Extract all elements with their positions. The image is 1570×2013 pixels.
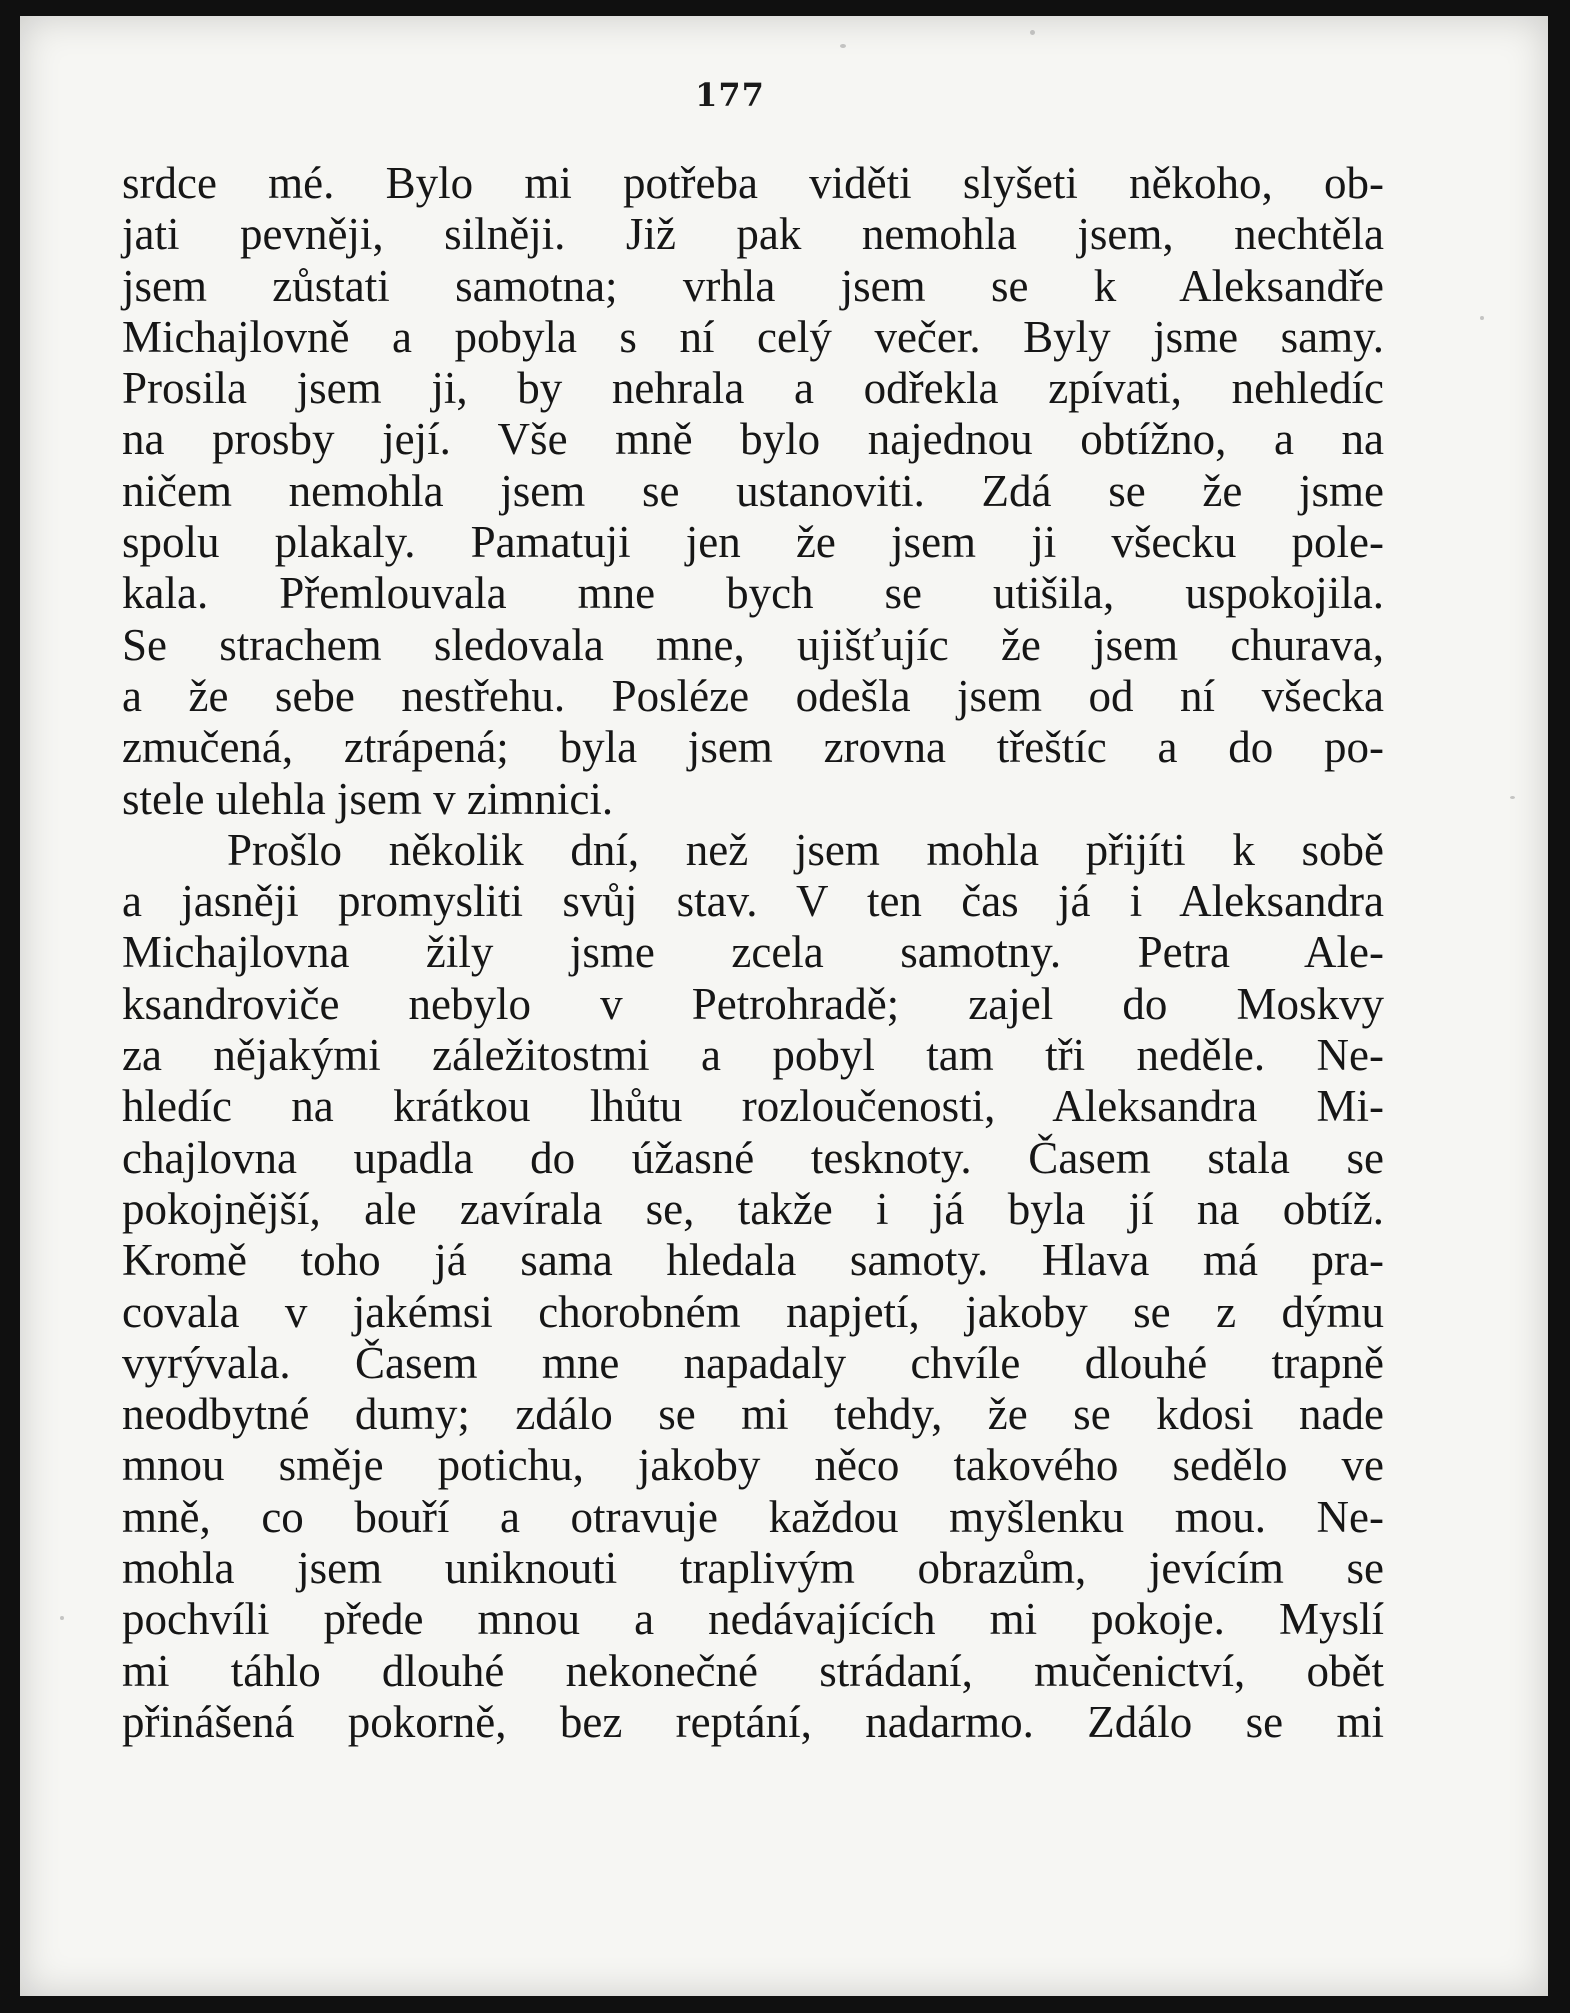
text-line: chajlovna upadla do úžasné tesknoty. Časem stala se	[122, 1132, 1384, 1183]
page-number: 177	[695, 76, 765, 114]
text-line: Michajlovna žily jsme zcela samotny. Petra Ale-	[122, 927, 1384, 978]
text-line: Michajlovně a pobyla s ní celý večer. Byly jsme samy.	[122, 311, 1384, 362]
text-line: srdce mé. Bylo mi potřeba viděti slyšeti někoho, ob-	[122, 158, 1384, 208]
text-line: Kromě toho já sama hledala samoty. Hlava má pra-	[122, 1235, 1384, 1286]
text-line: covala v jakémsi chorobném napjetí, jakoby se z dýmu	[122, 1286, 1384, 1337]
text-line: Se strachem sledovala mne, ujišťujíc že jsem churava,	[122, 619, 1384, 670]
text-line: jsem zůstati samotna; vrhla jsem se k Aleksandře	[122, 260, 1384, 311]
body-text	[122, 158, 1384, 1748]
paper-speck	[1480, 316, 1484, 320]
text-line: a že sebe nestřehu. Posléze odešla jsem od ní všecka	[122, 670, 1384, 721]
text-line: vyrývala. Časem mne napadaly chvíle dlouhé trapně	[122, 1337, 1384, 1388]
paragraph-first-line: Prošlo několik dní, než jsem mohla přijíti k sobě	[227, 824, 1384, 875]
text-line: neodbytné dumy; zdálo se mi tehdy, že se kdosi nade	[122, 1389, 1384, 1440]
text-line: mi táhlo dlouhé nekonečné strádaní, mučenictví, obět	[122, 1645, 1384, 1696]
text-line: přinášená pokorně, bez reptání, nadarmo. Zdálo se mi	[122, 1696, 1384, 1747]
text-line: Prosila jsem ji, by nehrala a odřekla zpívati, nehledíc	[122, 363, 1384, 414]
paper-speck	[1030, 30, 1035, 35]
text-line: stele ulehla jsem v zimnici.	[122, 773, 614, 824]
text-line: zmučená, ztrápená; byla jsem zrovna třeštíc a do po-	[122, 722, 1384, 773]
text-line: kala. Přemlouvala mne bych se utišila, uspokojila.	[122, 568, 1384, 619]
text-line: hledíc na krátkou lhůtu rozloučenosti, Aleksandra Mi-	[122, 1081, 1384, 1132]
text-line: na prosby její. Vše mně bylo najednou obtížno, a na	[122, 414, 1384, 465]
text-line: mně, co bouří a otravuje každou myšlenku mou. Ne-	[122, 1491, 1384, 1542]
text-line: pokojnější, ale zavírala se, takže i já byla jí na obtíž.	[122, 1183, 1384, 1234]
paper-speck	[1510, 796, 1515, 799]
text-line: pochvíli přede mnou a nedávajících mi pokoje. Myslí	[122, 1594, 1384, 1645]
text-line: a jasněji promysliti svůj stav. V ten čas já i Aleksandra	[122, 876, 1384, 927]
text-line: spolu plakaly. Pamatuji jen že jsem ji všecku pole-	[122, 517, 1384, 568]
text-line: mnou směje potichu, jakoby něco takového sedělo ve	[122, 1440, 1384, 1491]
paper-speck	[60, 1616, 64, 1620]
paper-speck	[840, 44, 846, 48]
text-line: za nějakými záležitostmi a pobyl tam tři neděle. Ne-	[122, 1030, 1384, 1081]
book-page	[20, 16, 1548, 1996]
text-line: mohla jsem uniknouti traplivým obrazům, jevícím se	[122, 1543, 1384, 1594]
text-line: jati pevněji, silněji. Již pak nemohla jsem, nechtěla	[122, 209, 1384, 260]
text-line: ksandroviče nebylo v Petrohradě; zajel do Moskvy	[122, 978, 1384, 1029]
text-line: ničem nemohla jsem se ustanoviti. Zdá se že jsme	[122, 465, 1384, 516]
